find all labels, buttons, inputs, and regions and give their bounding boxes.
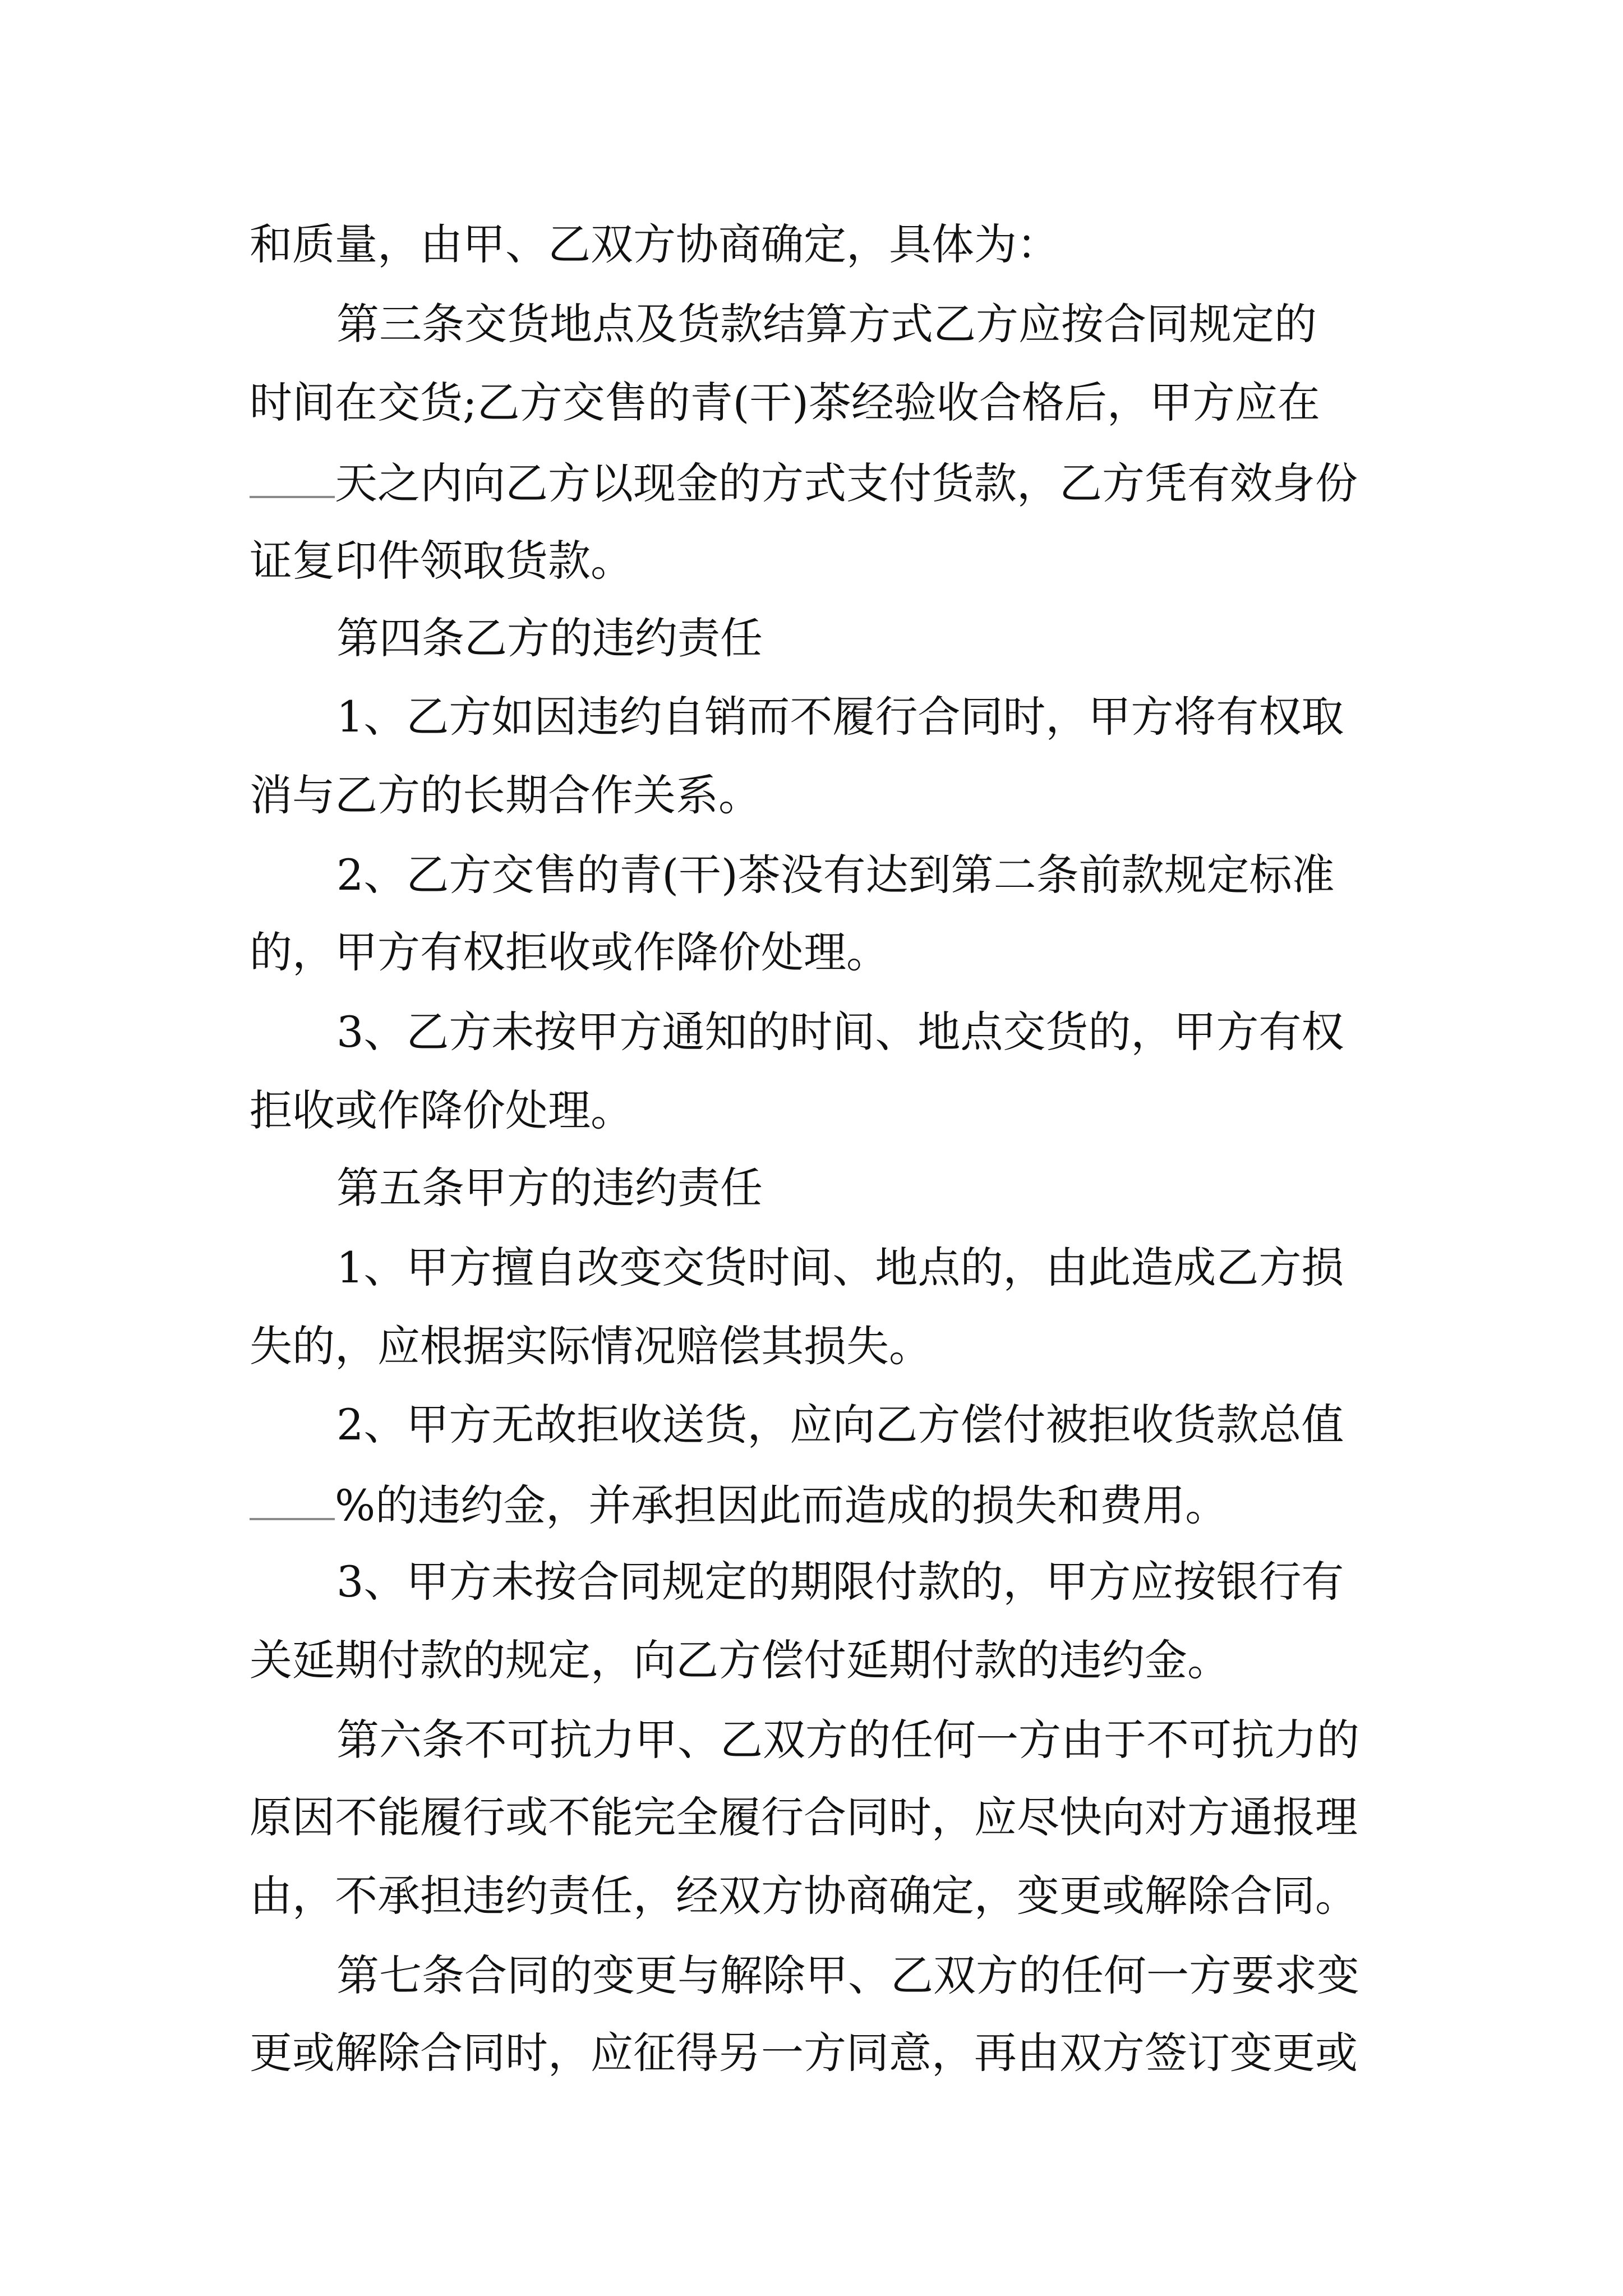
text-line: 3、乙方未按甲方通知的时间、地点交货的，甲方有权 [336, 1007, 1344, 1057]
text-line: 第六条不可抗力甲、乙双方的任何一方由于不可抗力的 [336, 1715, 1359, 1765]
text-line: 3、甲方未按合同规定的期限付款的，甲方应按银行有 [336, 1557, 1344, 1607]
text-line [250, 1475, 1228, 1534]
text-line: 失的，应根据实际情况赔偿其损失。 [250, 1321, 932, 1371]
text-line: 1、甲方擅自改变交货时间、地点的，由此造成乙方损 [336, 1243, 1344, 1292]
text-line: 更或解除合同时，应征得另一方同意，再由双方签订变更或 [250, 2028, 1358, 2078]
text-segment: 天之内向乙方以现金的方式支付货款，乙方凭有效身份 [335, 458, 1358, 508]
text-line: 2、乙方交售的青(干)茶没有达到第二条前款规定标准 [336, 850, 1335, 900]
text-line: 的，甲方有权拒收或作降价处理。 [250, 927, 889, 977]
text-line: 2、甲方无故拒收送货，应向乙方偿付被拒收货款总值 [336, 1400, 1344, 1450]
text-line: 原因不能履行或不能完全履行合同时，应尽快向对方通报理 [250, 1792, 1358, 1842]
text-line: 拒收或作降价处理。 [250, 1085, 633, 1135]
text-line: 第三条交货地点及货款结算方式乙方应按合同规定的 [336, 299, 1317, 349]
text-line: 关延期付款的规定，向乙方偿付延期付款的违约金。 [250, 1635, 1230, 1685]
text-line: 第七条合同的变更与解除甲、乙双方的任何一方要求变 [336, 1950, 1359, 2000]
text-line: 消与乙方的长期合作关系。 [250, 770, 761, 820]
text-line: 证复印件领取货款。 [250, 536, 633, 586]
section-heading: 第五条甲方的违约责任 [336, 1163, 763, 1213]
blank-underline [250, 453, 335, 498]
text-segment: %的违约金，并承担因此而造成的损失和费用。 [335, 1480, 1228, 1530]
blank-underline [250, 1475, 335, 1520]
text-line: 1、乙方如因违约自销而不履行合同时，甲方将有权取 [336, 692, 1344, 742]
text-line: 和质量，由甲、乙双方协商确定，具体为： [250, 219, 1059, 269]
text-line: 时间在交货;乙方交售的青(干)茶经验收合格后，甲方应在 [250, 378, 1320, 427]
text-line [250, 453, 1358, 512]
text-line: 由，不承担违约责任，经双方协商确定，变更或解除合同。 [250, 1871, 1358, 1921]
section-heading: 第四条乙方的违约责任 [336, 613, 763, 663]
